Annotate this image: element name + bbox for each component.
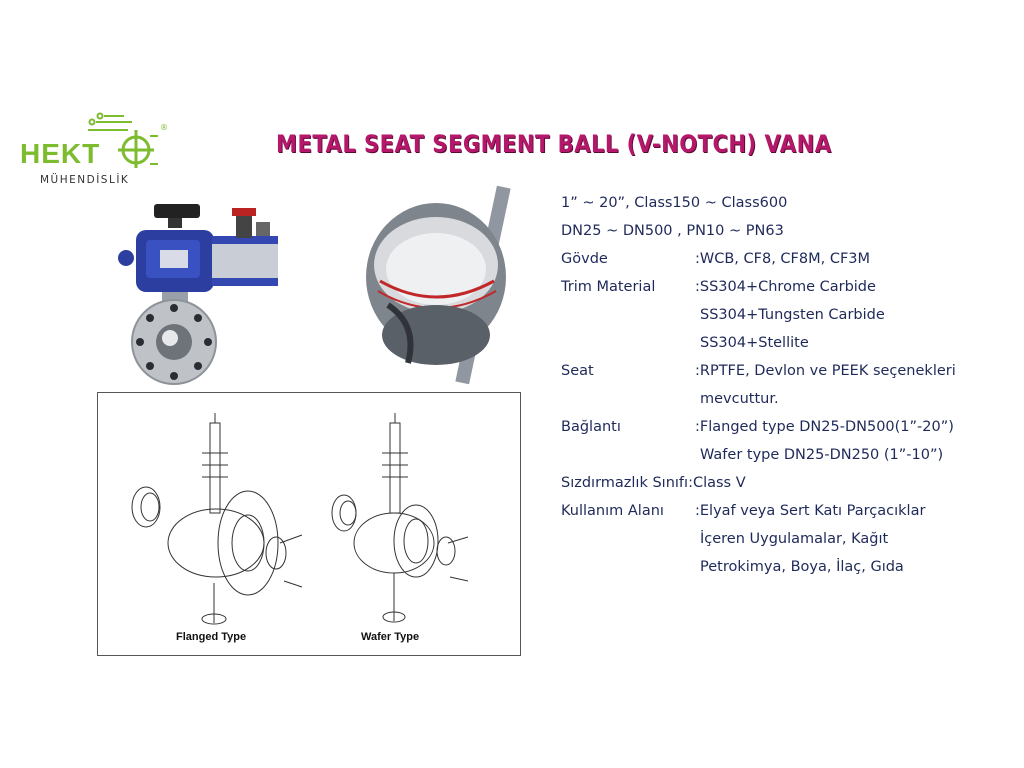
spec-row-sizdirmazlik xyxy=(561,475,746,491)
metal-seat-image xyxy=(358,185,518,385)
spec-value-trim-3: SS304+Stellite xyxy=(700,335,809,351)
spec-value-kullanim-2: İçeren Uygulamalar, Kağıt xyxy=(700,531,889,547)
spec-value-kullanim-1: :Elyaf veya Sert Katı Parçacıklar xyxy=(695,503,926,519)
spec-label-trim: Trim Material xyxy=(561,279,656,295)
logo-brand-text: HEKT xyxy=(20,138,101,169)
company-logo xyxy=(18,112,168,192)
spec-label-baglanti: Bağlantı xyxy=(561,419,621,435)
spec-label-seat: Seat xyxy=(561,363,594,379)
spec-value-seat-1: :RPTFE, Devlon ve PEEK seçenekleri xyxy=(695,363,956,379)
flanged-type-caption: Flanged Type xyxy=(176,631,247,643)
spec-label-kullanim: Kullanım Alanı xyxy=(561,503,664,519)
spec-value-trim-1: :SS304+Chrome Carbide xyxy=(695,279,876,295)
wafer-type-caption: Wafer Type xyxy=(361,631,420,643)
spec-value-sizdirmazlik: :Class V xyxy=(688,475,746,491)
spec-value-trim-2: SS304+Tungsten Carbide xyxy=(700,307,885,323)
dn-pn-range: DN25 ~ DN500 , PN10 ~ PN63 xyxy=(561,223,784,239)
spec-label-govde: Gövde xyxy=(561,251,608,267)
spec-label-sizdirmazlik: Sızdırmazlık Sınıfı xyxy=(561,475,689,491)
page-title: METAL SEAT SEGMENT BALL (V-NOTCH) VANA xyxy=(276,130,832,158)
svg-text:®: ® xyxy=(160,123,168,132)
spec-value-baglanti-1: :Flanged type DN25-DN500(1”-20”) xyxy=(695,419,954,435)
spec-value-seat-2: mevcuttur. xyxy=(700,391,779,407)
valve-actuator-image xyxy=(112,200,292,390)
technical-drawing-panel xyxy=(97,392,521,656)
logo-subtitle: MÜHENDİSLİK xyxy=(40,174,130,186)
size-class-range: 1” ~ 20”, Class150 ~ Class600 xyxy=(561,195,788,211)
logo-circuit-icon xyxy=(88,112,184,174)
exploded-view-drawing xyxy=(98,393,520,655)
spec-value-kullanim-3: Petrokimya, Boya, İlaç, Gıda xyxy=(700,559,904,575)
spec-value-govde: :WCB, CF8, CF8M, CF3M xyxy=(695,251,871,267)
spec-value-baglanti-2: Wafer type DN25-DN250 (1”-10”) xyxy=(700,447,944,463)
